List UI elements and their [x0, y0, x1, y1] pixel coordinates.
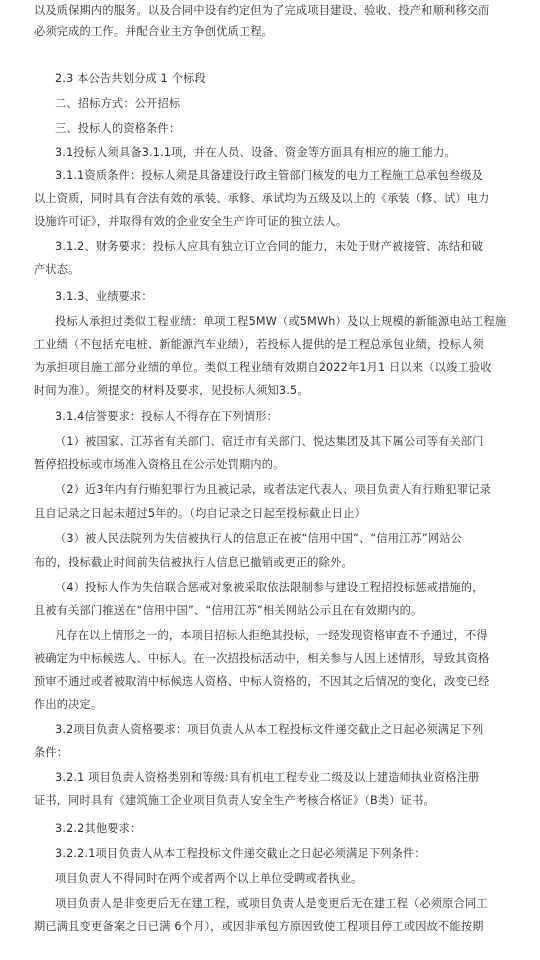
text-line: 工业绩（不包括充电桩、新能源汽车业绩），若投标人提供的是工程总承包业绩，投标人须	[34, 338, 484, 351]
text-line: 3.2项目负责人资格要求：项目负责人从本工程投标文件递交截止之日起必须满足下列	[55, 723, 484, 736]
text-line: 必须完成的工作。并配合业主方争创优质工程。	[34, 25, 274, 38]
text-line: 且自记录之日起未超过5年的。（均自记录之日起至投标截止日止）	[34, 507, 366, 520]
text-line: 3.1.4信誉要求：投标人不得存在下列情形：	[55, 410, 279, 423]
text-line: 3.1.1资质条件：投标人须是具备建设行政主管部门核发的电力工程施工总承包叁级及	[55, 169, 484, 182]
text-line: 设施许可证》，并取得有效的企业安全生产许可证的独立法人。	[34, 215, 348, 228]
text-line: 3.1.2、财务要求：投标人应具有独立订立合同的能力，未处于财产被接管、冻结和破	[55, 240, 484, 253]
text-line: 3.2.1 项目负责人资格类别和等级:具有机电工程专业二级及以上建造师执业资格注册	[55, 771, 480, 784]
text-line: 且被有关部门推送在“信用中国”、“信用江苏”相关网站公示且在有效期内的。	[34, 604, 423, 617]
text-line: （4）投标人作为失信联合惩戒对象被采取依法限制参与建设工程招投标惩戒措施的，	[55, 581, 484, 594]
text-line: 凡存在以上情形之一的，本项目招标人拒绝其投标，一经发现资格审查不予通过，不得	[55, 629, 488, 642]
text-line: （1）被国家、江苏省有关部门、宿迁市有关部门、悦达集团及其下属公司等有关部门	[55, 435, 484, 448]
text-line: 期已满且变更备案之日已满 6个月），或因非承包方原因致使工程项目停工或因故不能按期	[34, 920, 484, 933]
text-line: 暂停招投标或市场准入资格且在公示处罚期内的。	[34, 458, 285, 471]
section-heading: 2.3 本公告共划分成 1 个标段	[55, 72, 206, 85]
text-line: 3.1投标人须具备3.1.1项，并在人员、设备、资金等方面具有相应的施工能力。	[55, 146, 456, 159]
text-line: 被确定为中标候选人、中标人。在一次招投标活动中，相关参与人因上述情形，导致其资格	[34, 652, 490, 665]
text-line: （3）被人民法院列为失信被执行人的信息正在被“信用中国”、“信用江苏”网站公	[55, 532, 463, 545]
text-line: 3.1.3、业绩要求：	[55, 290, 153, 303]
text-line: 为承担项目施工部分业绩的单位。类似工程业绩有效期自2022年1月1 日以来（以竣工验收	[34, 361, 492, 374]
text-line: （2）近3年内有行贿犯罪行为且被记录，或者法定代表人、项目负责人有行贿犯罪记录	[55, 483, 491, 496]
text-line: 证书，同时具有《建筑施工企业项目负责人安全生产考核合格证》（B类）证书。	[34, 794, 435, 807]
section-heading: 三、投标人的资格条件：	[55, 122, 181, 135]
text-line: 布的，投标截止时间前失信被执行人信息已撤销或更正的除外。	[34, 556, 353, 569]
text-line: 产状态。	[34, 263, 80, 276]
section-heading: 二、招标方式：公开招标	[55, 97, 181, 110]
text-line: 项目负责人是非变更后无在建工程，或项目负责人是变更后无在建工程（必须原合同工	[55, 897, 488, 910]
text-line: 投标人承担过类似工程业绩：单项工程5MW（或5MWh）及以上规模的新能源电站工程施	[55, 315, 507, 328]
text-line: 以上资质，同时具有合法有效的承装、承修、承试均为五级及以上的《承装（修、试）电力	[34, 192, 490, 205]
text-line: 时间为准）。须提交的材料及要求，见投标人须知3.5。	[34, 384, 309, 397]
text-line: 项目负责人不得同时在两个或者两个以上单位受聘或者执业。	[55, 872, 363, 885]
text-line: 以及质保期内的服务。以及合同中设有约定但为了完成项目建设、验收、投产和顺利移交而	[34, 4, 490, 17]
text-line: 预审不通过或者被取消中标候选人资格、中标人资格的，不因其之后情况的变化，改变已经	[34, 675, 490, 688]
text-line: 作出的决定。	[34, 698, 103, 711]
text-line: 3.2.2.1项目负责人从本工程投标文件递交截止之日起必须满足下列条件：	[55, 847, 426, 860]
text-line: 3.2.2其他要求：	[55, 822, 142, 835]
text-line: 条件：	[34, 746, 69, 759]
